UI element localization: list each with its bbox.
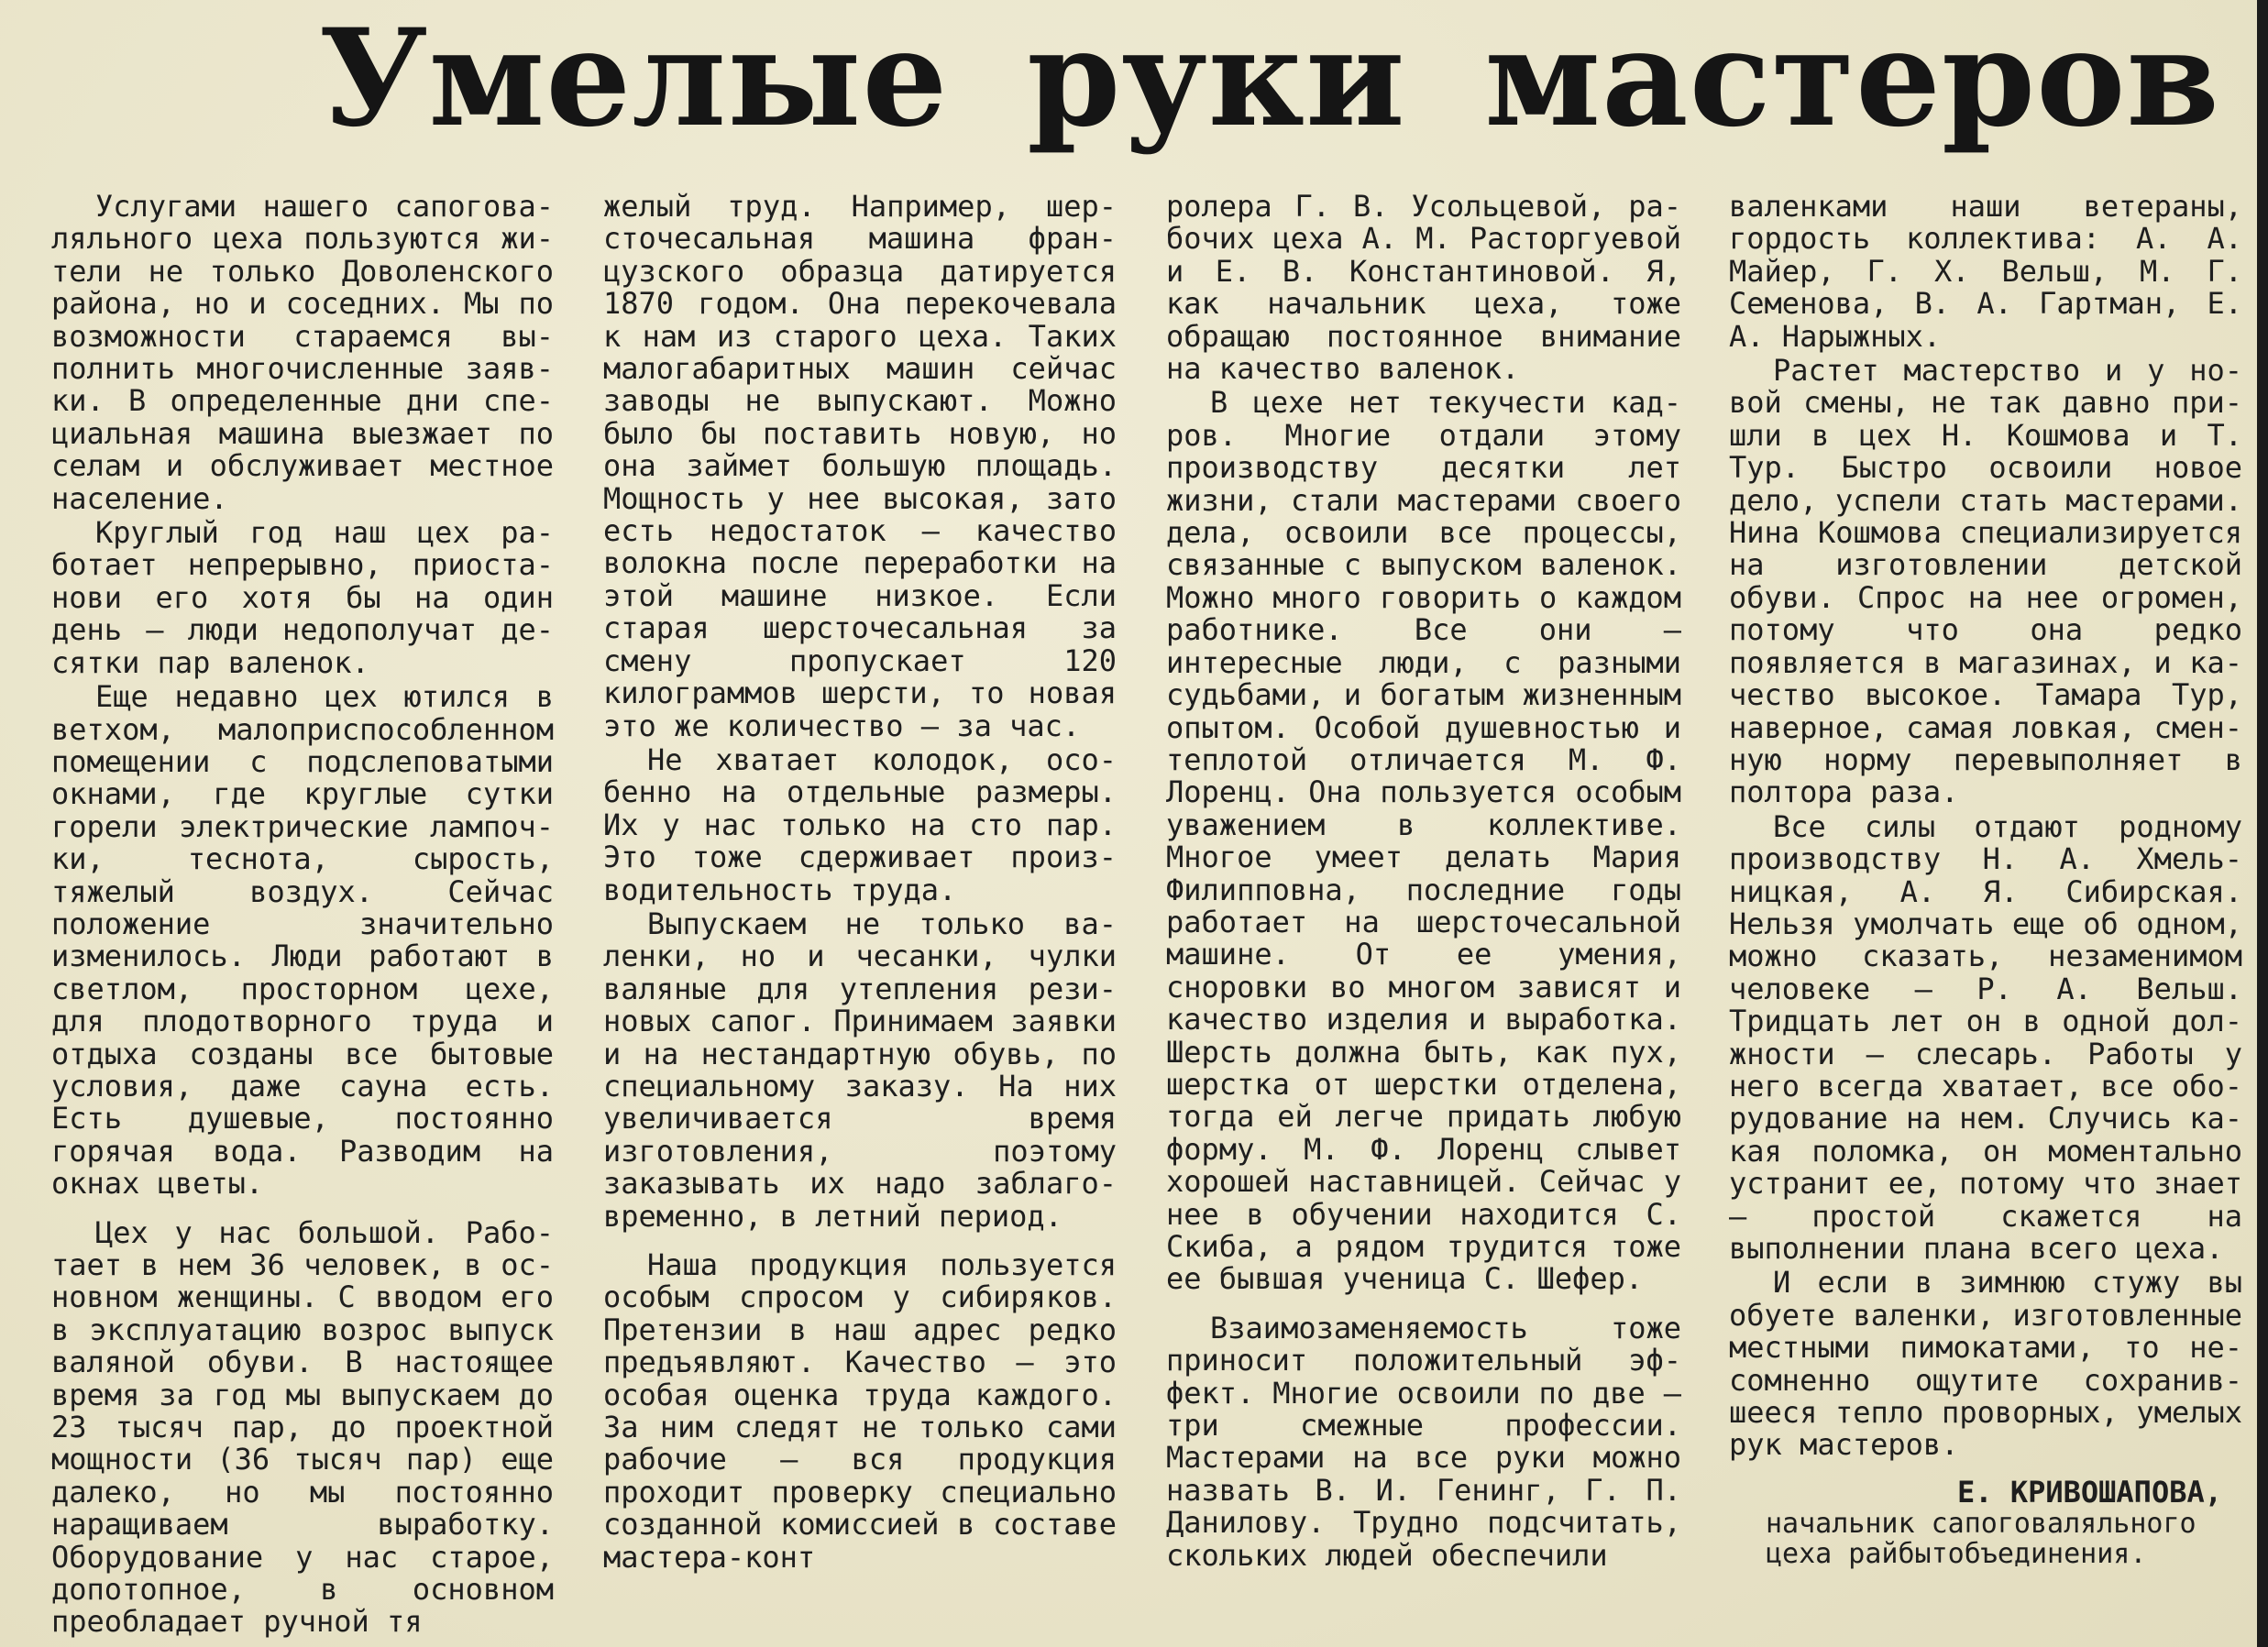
- article-headline: Умелые руки мастеров: [319, 0, 2220, 157]
- paragraph: Еще недавно цех ютился в ветхом, малоприспособленном помещении с подслеповатыми окнами, где круглые сутки горели электрические лампочки, теснота, сырость, тяжелый воздух. Сейчас положение значительно изменилось. Люди работают в светлом, просторном цехе, для плодотворного труда и отдыха созданы все бытовые условия, даже сауна есть. Есть душевые, постоянно горячая вода. Разводим на окнах цветы.: [51, 679, 554, 1202]
- page-edge: [2257, 0, 2268, 1647]
- paragraph: ролера Г. В. Усольцевой, рабочих цеха А. М. Расторгуевой и Е. В. Константиновой. Я, как начальник цеха, тоже обращаю постоянное внимание на качество валенок.: [1166, 191, 1681, 387]
- paragraph: Не хватает колодок, особенно на отдельные размеры. Их у нас только на сто пар. Это тоже сдерживает производительность труда.: [603, 741, 1117, 907]
- paragraph: Наша продукция пользуется особым спросом у сибиряков. Претензии в наш адрес редко предъявляют. Качество — это особая оценка труда каждого. За ним следят не только сами рабочие — вся продукция проходит проверку специально созданной комиссией в составе мастера-конт: [603, 1247, 1117, 1575]
- article-column-1: [51, 191, 554, 1639]
- paragraph: Цех у нас большой. Работает в нем 36 человек, в основном женщины. С вводом его в эксплуатацию возрос выпуск валяной обуви. В настоящее время за год мы выпускаем до 23 тысяч пар, до проектной мощности (36 тысяч пар) еще далеко, но мы постоянно наращиваем выработку. Оборудование у нас старое, допотопное, в основном преобладает ручной тя: [51, 1214, 554, 1639]
- paragraph: В цехе нет текучести кадров. Многие отдали этому производству десятки лет жизни, стали мастерами своего дела, освоили все процессы, связанные с выпуском валенок. Можно много говорить о каждом работнике. Все они — интересные люди, с разными судьбами, и богатым жизненным опытом. Особой душевностью и теплотой отличается М. Ф. Лоренц. Она пользуется особым уважением в коллективе. Многое умеет делать Мария Филипповна, последние годы работает на шерсточесальной машине. От ее умения, сноровки во многом зависят и качество изделия и выработка. Шерсть должна быть, как пух, шерстка от шерстки отделена, тогда ей легче придать любую форму. М. Ф. Лоренц слывет хорошей наставницей. Сейчас у нее в обучении находится С. Скиба, а рядом трудится тоже ее бывшая ученица С. Шефер.: [1166, 385, 1681, 1297]
- paragraph: Растет мастерство и у новой смены, не так давно пришли в цех Н. Кошмова и Т. Тур. Быстро освоили новое дело, успели стать мастерами. Нина Кошмова специализируется на изготовлении детской обуви. Спрос на нее огромен, потому что она редко появляется в магазинах, и качество высокое. Тамара Тур, наверное, самая ловкая, сменную норму перевыполняет в полтора раза.: [1729, 353, 2242, 810]
- paragraph: валенками наши ветераны, гордость коллектива: А. А. Майер, Г. Х. Вельш, М. Г. Семенова, В. А. Гартман, Е. А. Нарыжных.: [1729, 191, 2242, 354]
- author-signature: Е. КРИВОШАПОВА,: [1957, 1474, 2222, 1510]
- paragraph: Услугами нашего сапоговаляльного цеха пользуются жители не только Доволенского района, но и соседних. Мы по возможности стараемся выполнить многочисленные заявки. В определенные дни специальная машина выезжает по селам и обслуживает местное население.: [51, 191, 554, 516]
- author-role: начальник сапоговаляльного цеха райбытобъединения.: [1766, 1508, 2196, 1571]
- article-column-2: [603, 191, 1117, 1639]
- paragraph: Круглый год наш цех работает непрерывно, приостанови его хотя бы на один день — люди недополучат десятки пар валенок.: [51, 515, 554, 680]
- paragraph: желый труд. Например, шерсточесальная машина французского образца датируется 1870 годом. Она перекочевала к нам из старого цеха. Таких малогабаритных машин сейчас заводы не выпускают. Можно было бы поставить новую, но она займет большую площадь. Мощность у нее высокая, зато есть недостаток — качество волокна после переработки на этой машине низкое. Если старая шерсточесальная за смену пропускает 120 килограммов шерсти, то новая это же количество — за час.: [603, 191, 1117, 743]
- paragraph: Взаимозаменяемость тоже приносит положительный эффект. Многие освоили по две —три смежные профессии. Мастерами на все руки можно назвать В. И. Генинг, Г. П. Данилову. Трудно подсчитать, скольких людей обеспечили: [1166, 1310, 1681, 1573]
- paragraph: Выпускаем не только валенки, но и чесанки, чулки валяные для утепления резиновых сапог. Принимаем заявки и на нестандартную обувь, по специальному заказу. На них увеличивается время изготовления, поэтому заказывать их надо заблаговременно, в летний период.: [603, 906, 1117, 1234]
- paragraph: И если в зимнюю стужу вы обуете валенки, изготовленные местными пимокатами, то несомненно ощутите сохранившееся тепло проворных, умелых рук мастеров.: [1729, 1265, 2242, 1463]
- paragraph: Все силы отдают родному производству Н. А. Хмельницкая, А. Я. Сибирская. Нельзя умолчать еще об одном, можно сказать, незаменимом человеке — Р. А. Вельш. Тридцать лет он в одной должности — слесарь. Работы у него всегда хватает, все оборудование на нем. Случись какая поломка, он моментально устранит ее, потому что знает — простой скажется на выполнении плана всего цеха.: [1729, 808, 2242, 1266]
- article-column-4: [1729, 191, 2242, 1639]
- article-column-3: [1166, 191, 1681, 1639]
